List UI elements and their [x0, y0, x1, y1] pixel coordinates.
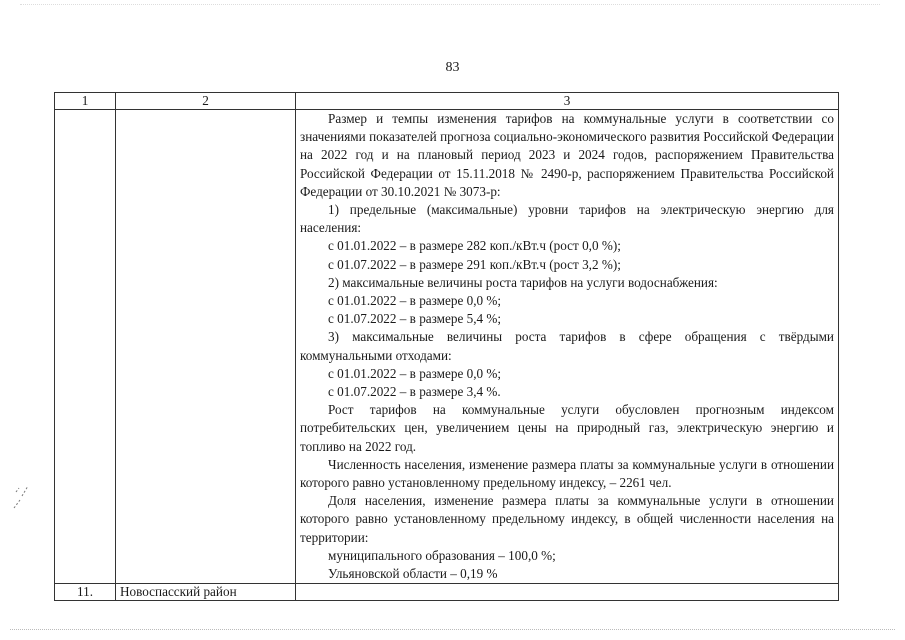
- paragraph-population-count: Численность населения, изменение размера платы за коммунальные услуги в отношении которого равно установленному предельному индексу, – 2261 чел.: [300, 456, 834, 491]
- cell-name-empty: [116, 110, 296, 584]
- paragraph-water-jan: с 01.01.2022 – в размере 0,0 %;: [328, 293, 502, 309]
- scan-artifact-bottom: [10, 629, 895, 630]
- header-col-2: 2: [116, 93, 296, 110]
- table-header-row: [55, 93, 839, 110]
- paragraph-waste-jan: с 01.01.2022 – в размере 0,0 %;: [328, 365, 502, 381]
- paragraph-waste-heading: 3) максимальные величины роста тарифов в сфере обращения с твёрдыми коммунальными отходами:: [300, 329, 834, 363]
- paragraph-electricity-jan: с 01.01.2022 – в размере 282 коп./кВт.ч (рост 0,0 %);: [328, 238, 621, 254]
- scan-artifact-top: [20, 4, 880, 5]
- paragraph-water-jul: с 01.07.2022 – в размере 5,4 %;: [328, 311, 502, 327]
- table-row: [55, 584, 839, 601]
- paragraph-waste-jul: с 01.07.2022 – в размере 3,4 %.: [328, 384, 501, 400]
- page-number: 83: [445, 60, 460, 75]
- paragraph-growth-reason: Рост тарифов на коммунальные услуги обусловлен прогнозным индексом потребительских цен, увеличением цены на природный газ, электрическую энергию и топливо на 2022 год.: [300, 402, 834, 454]
- cell-number-empty: [55, 110, 116, 584]
- table-row: [55, 110, 839, 584]
- data-table: [54, 92, 839, 601]
- header-col-1: 1: [55, 93, 116, 110]
- paragraph-water-heading: 2) максимальные величины роста тарифов на услуги водоснабжения:: [328, 274, 718, 290]
- scan-margin-mark: [10, 478, 34, 512]
- paragraph-share-region: Ульяновской области – 0,19 %: [328, 566, 498, 582]
- cell-tariff-description: [296, 110, 839, 584]
- header-col-3: 3: [296, 93, 839, 110]
- paragraph-share-municipal: муниципального образования – 100,0 %;: [328, 547, 556, 563]
- cell-district-name: Новоспасский район: [116, 584, 296, 601]
- cell-row-number: 11.: [55, 584, 116, 601]
- paragraph-population-share: Доля населения, изменение размера платы за коммунальные услуги в отношении которого равно установленному предельному индексу, в общей численности населения на территории:: [300, 493, 834, 545]
- cell-district-text: [296, 584, 839, 601]
- paragraph-intro: Размер и темпы изменения тарифов на коммунальные услуги в соответствии со значениями показателей прогноза социально-экономического развития Российской Федерации на 2022 год и на плановый период 2023 и 2024 годов, распоряжением Правительства Российской Федерации от 15.11.2018 № 2490-р, распоряжением Правительства Российской Федерации от 30.10.2021 № 3073-р:: [300, 111, 834, 199]
- paragraph-electricity-heading: 1) предельные (максимальные) уровни тарифов на электрическую энергию для населения:: [300, 202, 834, 236]
- paragraph-electricity-jul: с 01.07.2022 – в размере 291 коп./кВт.ч (рост 3,2 %);: [328, 256, 621, 272]
